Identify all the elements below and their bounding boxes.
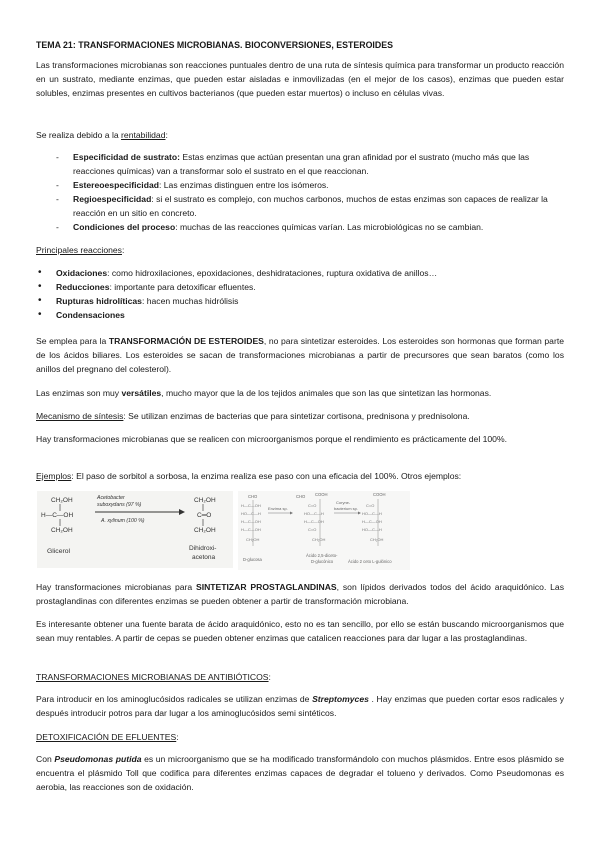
antibioticos-paragraph: Para introducir en los aminoglucósidos radicales se utilizan enzimas de Streptomyces . Hay enzimas que pueden cortar esos radicales y después introducir potros para dar lugar a los aminoglucósidos semi sintéticos.	[36, 694, 564, 718]
arrow2-label-2: bacterium sp.	[334, 506, 359, 511]
rentabilidad-suffix: :	[165, 130, 168, 140]
dha-row-1: CH₂OH	[194, 497, 216, 504]
reactions-list	[38, 266, 564, 322]
list-item: • Rupturas hidrolíticas: hacen muchas hidrólisis	[38, 294, 564, 308]
list-item: - Regioespecificidad: si el sustrato es complejo, con muchos carbonos, muchos de estas enzimas son capaces de realizar la reacción en un sitio en concreto.	[56, 192, 564, 220]
gulonic-reaction-figure	[238, 491, 410, 570]
esteroides-paragraph: Se emplea para la TRANSFORMACIÓN DE ESTEROIDES, no para sintetizar esteroides. Los esteroides son hormonas que forman parte de los ácidos biliares. Los esteroides se sacan de transformaciones microbianas a partir de precursores que sean baratos (como los anillos del pregnano del colesterol).	[36, 336, 564, 374]
glycerol-row-3: CH₂OH	[51, 527, 73, 534]
glucose-label: D-glucosa	[243, 557, 262, 562]
enzyme-acetobacter-yield: suboxydans (97 %)	[97, 502, 142, 508]
rentabilidad-line	[36, 128, 564, 142]
glycerol-row-2: H—C—OH	[41, 512, 74, 519]
product-top: COOH	[373, 492, 386, 497]
svg-text:H—C—OH: H—C—OH	[241, 519, 261, 524]
criteria-list	[56, 150, 564, 234]
gulonic-label: Ácido 2 ceto L-gulónico	[348, 559, 392, 564]
svg-text:C=O: C=O	[366, 503, 375, 508]
glycerol-reaction-figure	[37, 491, 233, 568]
document-title: TEMA 21: TRANSFORMACIONES MICROBIANAS. BIOCONVERSIONES, ESTEROIDES	[36, 40, 393, 50]
list-item: - Estereoespecificidad: Las enzimas distinguen entre los isómeros.	[56, 178, 564, 192]
ejemplos-paragraph: Ejemplos: El paso de sorbitol a sorbosa, la enzima realiza ese paso con una eficacia del 100%. Otros ejemplos:	[36, 471, 462, 481]
svg-text:CH₂OH: CH₂OH	[246, 537, 260, 542]
svg-text:CH₂OH: CH₂OH	[370, 537, 384, 542]
svg-text:HO—C—H: HO—C—H	[362, 511, 382, 516]
reaction-arrow-head	[179, 509, 185, 515]
dha-label-2: acetona	[192, 554, 216, 561]
diketo-label-1: Ácido 2,5-diceto-	[306, 553, 338, 558]
intermediate-top: CHO	[296, 494, 306, 499]
arrow2-label-1: Coryne-	[336, 500, 351, 505]
diketo-label-2: D-glucónico	[311, 559, 334, 564]
svg-text:C=O: C=O	[308, 503, 317, 508]
svg-text:CH₂OH: CH₂OH	[312, 537, 326, 542]
svg-text:H—C—OH: H—C—OH	[241, 527, 261, 532]
antibioticos-heading: TRANSFORMACIONES MICROBIANAS DE ANTIBIÓTICOS:	[36, 672, 271, 682]
glycerol-row-1: CH₂OH	[51, 497, 73, 504]
dha-row-3: CH₂OH	[194, 527, 216, 534]
versatiles-paragraph: Las enzimas son muy versátiles, mucho mayor que la de los tejidos animales que son las que sintetizan las hormonas.	[36, 388, 492, 398]
glycerol-reaction-diagram	[37, 491, 233, 568]
glycerol-label: Glicerol	[47, 548, 71, 555]
list-item: - Condiciones del proceso: muchas de las reacciones químicas varían. Las microbiológicas no se cambian.	[56, 220, 564, 234]
dha-row-2: C═O	[197, 512, 212, 519]
gulonic-reaction-diagram	[238, 491, 410, 570]
enzyme-acetobacter-label: Acetobacter	[97, 495, 125, 501]
principales-heading: Principales reacciones:	[36, 245, 125, 255]
svg-text:H—C—OH: H—C—OH	[362, 519, 382, 524]
efluentes-heading: DETOXIFICACIÓN DE EFLUENTES:	[36, 732, 179, 742]
svg-text:H—C—OH: H—C—OH	[241, 503, 261, 508]
glucose-top: CHO	[248, 494, 258, 499]
list-item: • Condensaciones	[38, 308, 564, 322]
mecanismo-paragraph: Mecanismo de síntesis: Se utilizan enzimas de bacterias que para sintetizar cortisona, prednisona y prednisolona.	[36, 411, 470, 421]
svg-text:C=O: C=O	[308, 527, 317, 532]
intermediate2-top: COOH	[315, 492, 328, 497]
interesante-paragraph: Es interesante obtener una fuente barata de ácido araquidónico, esto no es tan sencillo, por ello se están buscando microorganismos que sean muy rentables. A partir de cepas se pueden obtener enzimas que catalicen reacciones para dar lugar a las prostaglandinas.	[36, 619, 564, 643]
rentabilidad-prefix: Se realiza debido a la	[36, 130, 122, 140]
svg-text:HO—C—H: HO—C—H	[362, 527, 382, 532]
svg-text:HO—C—H: HO—C—H	[241, 511, 261, 516]
svg-text:HO—C—H: HO—C—H	[304, 511, 324, 516]
enzyme-xylinum-label: A. xylinum (100 %)	[101, 518, 145, 524]
svg-text:H—C—OH: H—C—OH	[304, 519, 324, 524]
prostaglandinas-paragraph: Hay transformaciones microbianas para SINTETIZAR PROSTAGLANDINAS, son lípidos derivados todos del ácido araquidónico. Las prostaglandinas con diferentes enzimas se pueden obtener a partir de transformación microbiana.	[36, 582, 565, 606]
intro-paragraph: Las transformaciones microbianas son reacciones puntuales dentro de una ruta de síntesis química para transformar un producto reacción en un sustrato, mediante enzimas, que pueden estar aisladas e inmovilizadas (en el mejor de los casos), enzimas que pueden estar solubles, enzimas presentes en cultivos bacterianos (que pueden estar muertos) o incluso en células vivas.	[36, 60, 564, 98]
arrow1-label: Enzima sp.	[268, 506, 288, 511]
rentabilidad-term: rentabilidad	[121, 130, 166, 140]
list-item: • Oxidaciones: como hidroxilaciones, epoxidaciones, deshidrataciones, ruptura oxidativa de anillos…	[38, 266, 564, 280]
dha-label-1: Dihidroxi-	[189, 545, 217, 552]
efluentes-paragraph: Con Pseudomonas putida es un microorganismo que se ha modificado transformándolo con muchos plásmidos. Entre esos plásmido se encuentra el plásmido Toll que codifica para diferentes enzimas capaces de degradar el tolueno y derivados. Como Pseudomonas es aerobia, las reacciones son de oxidación.	[36, 754, 565, 792]
list-item: - Especificidad de sustrato: Estas enzimas que actúan presentan una gran afinidad por el sustrato (mucho más que las reacciones químicas) van a transformar solo el sustrato en el que reaccionan.	[56, 150, 564, 178]
rendimiento-paragraph: Hay transformaciones microbianas que se realicen con microorganismos porque el rendimiento es prácticamente del 100%.	[36, 434, 507, 444]
list-item: • Reducciones: importante para detoxificar efluentes.	[38, 280, 564, 294]
